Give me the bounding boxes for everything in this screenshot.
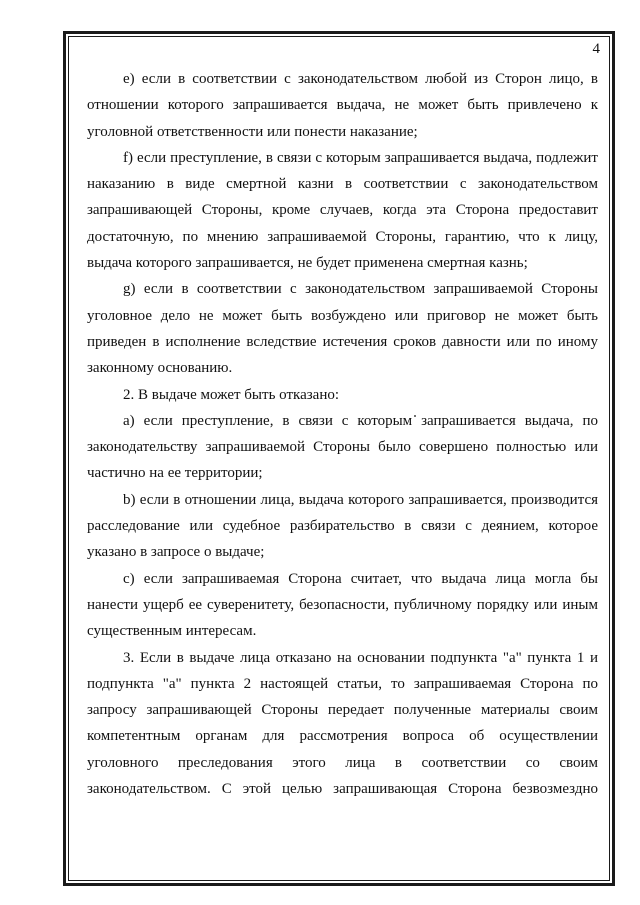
paragraph-2-heading: 2. В выдаче может быть отказано:: [123, 386, 340, 403]
paragraph-3: 3. Если в выдаче лица отказано на основании подпункта "а" пункта 1 и подпункта "а" пункта 2 настоящей статьи, то запрашиваемая Сторона по запросу запрашивающей Стороны передает полученные материалы своим компетентным органам для рассмотрения вопроса об осуществлении уголовного преследования этого лица в соответствии со своим законодательством. С этой целью запрашивающая Сторона безвозмездно: [87, 649, 598, 798]
paragraph-e: е) если в соответствии с законодательством любой из Сторон лицо, в отношении которого запрашивается выдача, не может быть привлечено к уголовной ответственности или понести наказание;: [87, 71, 598, 140]
document-body: [87, 66, 598, 802]
paragraph-f: f) если преступление, в связи с которым запрашивается выдача, подлежит наказанию в виде смертной казни в соответствии с законодательством запрашивающей Стороны, кроме случаев, когда эта Сторона предоставит достаточную, по мнению запрашиваемой Стороны, гарантию, что к лицу, выдача которого запрашивается, не будет применена смертная казнь;: [87, 149, 598, 272]
page-number: 4: [592, 41, 600, 57]
paragraph-2b: b) если в отношении лица, выдача которого запрашивается, производится расследование или судебное разбирательство в связи с деянием, которое указано в запросе о выдаче;: [87, 491, 598, 561]
paragraph-g: g) если в соответствии с законодательством запрашиваемой Стороны уголовное дело не может быть возбуждено или приговор не может быть приведен в исполнение вследствие истечения сроков давности или по иному законному основанию.: [87, 281, 598, 377]
paragraph-2c: с) если запрашиваемая Сторона считает, что выдача лица могла бы нанести ущерб ее суверенитету, безопасности, публичному порядку или иным существенным интересам.: [87, 570, 598, 640]
paragraph-2a: a) если преступление, в связи с которым запрашивается выдача, по законодательству запрашиваемой Стороны было совершено полностью или частично на ее территории;: [87, 412, 598, 482]
